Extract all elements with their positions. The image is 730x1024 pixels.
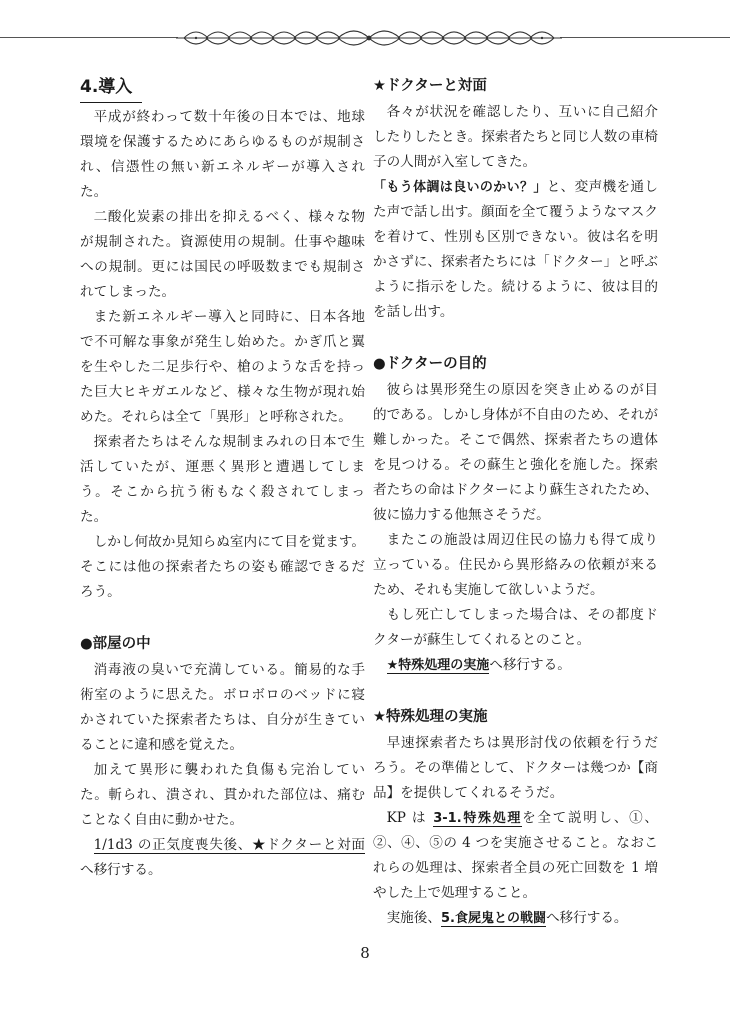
- special-paragraph-2: [373, 806, 658, 906]
- header-rule-left: [0, 37, 178, 38]
- doctor-purpose-paragraph-1: 彼らは異形発生の原因を突き止めるのが目的である。しかし身体が不自由のため、それが難しかった。そこで偶然、探索者たちの遺体を見つける。その蘇生と強化を施した。探索者たちの命はドクターにより蘇生されたため、彼に協力する他無さそうだ。: [373, 382, 658, 523]
- header-rule-right: [560, 37, 730, 38]
- doctor-meet-paragraph-2-text: と、変声機を通した声で話し出す。顔面を全て覆うようなマスクを着けて、性別も区別できない。彼は名を明かさずに、探索者たちには「ドクター」と呼ぶように指示をした。続けるように、彼は目的を話し出す。: [373, 179, 658, 320]
- intro-paragraph-1: 平成が終わって数十年後の日本では、地球環境を保護するためにあらゆるものが規制され、信憑性の無い新エネルギーが導入された。: [80, 109, 365, 200]
- intro-paragraph-4: 探索者たちはそんな規制まみれの日本で生活していたが、運悪く異形と遭遇してしまう。そこから抗う術もなく殺されてしまった。: [80, 434, 365, 525]
- special-paragraph-2-text: を全て説明し、①、②、④、⑤の 4 つを実施させること。なおこれらの処理は、探索者全員の死亡回数を 1 増やした上で処理すること。: [373, 810, 658, 901]
- doctor-meet-paragraph-2: [373, 175, 658, 325]
- special-paragraph-3-prefix: 実施後、: [386, 910, 441, 926]
- doctor-purpose-paragraph-4: [373, 653, 658, 678]
- doctor-quote: 「もう体調は良いのかい？」: [373, 180, 547, 195]
- room-transition-link[interactable]: 1/1d3 の正気度喪失後、★ドクターと対面: [93, 837, 365, 853]
- room-transition-suffix: へ移行する。: [80, 862, 162, 878]
- right-column: [373, 72, 658, 931]
- doctor-purpose-paragraph-2: またこの施設は周辺住民の協力も得て成り立っている。住民から異形絡みの依頼が来るため、それも実施して欲しいようだ。: [373, 532, 658, 598]
- doctor-meet-paragraph-1: 各々が状況を確認したり、互いに自己紹介したりしたとき。探索者たちと同じ人数の車椅子の人間が入室してきた。: [373, 104, 658, 170]
- special-process-suffix: へ移行する。: [489, 657, 571, 673]
- intro-paragraph-3: また新エネルギー導入と同時に、日本各地で不可解な事象が発生し始めた。かぎ爪と翼を生やした二足歩行や、槍のような舌を持った巨大ヒキガエルなど、様々な生物が現れ始めた。それらは全て「異形」と呼称された。: [80, 309, 365, 425]
- section-title-special: ★特殊処理の実施: [373, 709, 488, 725]
- doctor-purpose-paragraph-3: もし死亡してしまった場合は、その都度ドクターが蘇生してくれるとのこと。: [373, 607, 658, 648]
- intro-paragraph-5: しかし何故か見知らぬ室内にて目を覚ます。そこには他の探索者たちの姿も確認できるだろう。: [80, 534, 365, 600]
- section-title-intro: 4.導入: [80, 72, 142, 103]
- room-paragraph-1: 消毒液の臭いで充満している。簡易的な手術室のように思えた。ボロボロのベッドに寝かされていた探索者たちは、自分が生きていることに違和感を覚えた。: [80, 662, 365, 753]
- section-title-doctor-meet: ★ドクターと対面: [373, 78, 487, 94]
- special-process-link[interactable]: ★特殊処理の実施: [386, 658, 490, 673]
- left-column: [80, 72, 365, 883]
- header-ornament-icon: [176, 26, 562, 50]
- special-paragraph-3: [373, 906, 658, 931]
- ghoul-battle-suffix: へ移行する。: [545, 910, 628, 926]
- section-title-doctor-purpose: ●ドクターの目的: [373, 356, 487, 372]
- special-paragraph-2-prefix: KP は: [386, 810, 428, 826]
- intro-paragraph-2: 二酸化炭素の排出を抑えるべく、様々な物が規制された。資源使用の規制。仕事や趣味への規制。更には国民の呼吸数までも規制されてしまった。: [80, 209, 365, 300]
- section-title-room: ●部屋の中: [80, 636, 151, 652]
- ghoul-battle-link[interactable]: 5.食屍鬼との戦闘: [440, 911, 546, 926]
- special-rules-link[interactable]: 3-1.特殊処理: [433, 811, 523, 826]
- special-paragraph-1: 早速探索者たちは異形討伐の依頼を行うだろう。その準備として、ドクターは幾つか【商品】を提供してくれるそうだ。: [373, 735, 658, 801]
- room-paragraph-2: 加えて異形に襲われた負傷も完治していた。斬られ、潰され、貫かれた部位は、痛むことなく自由に動かせた。: [80, 762, 365, 828]
- page-number: 8: [360, 944, 370, 962]
- room-paragraph-3: [80, 833, 365, 883]
